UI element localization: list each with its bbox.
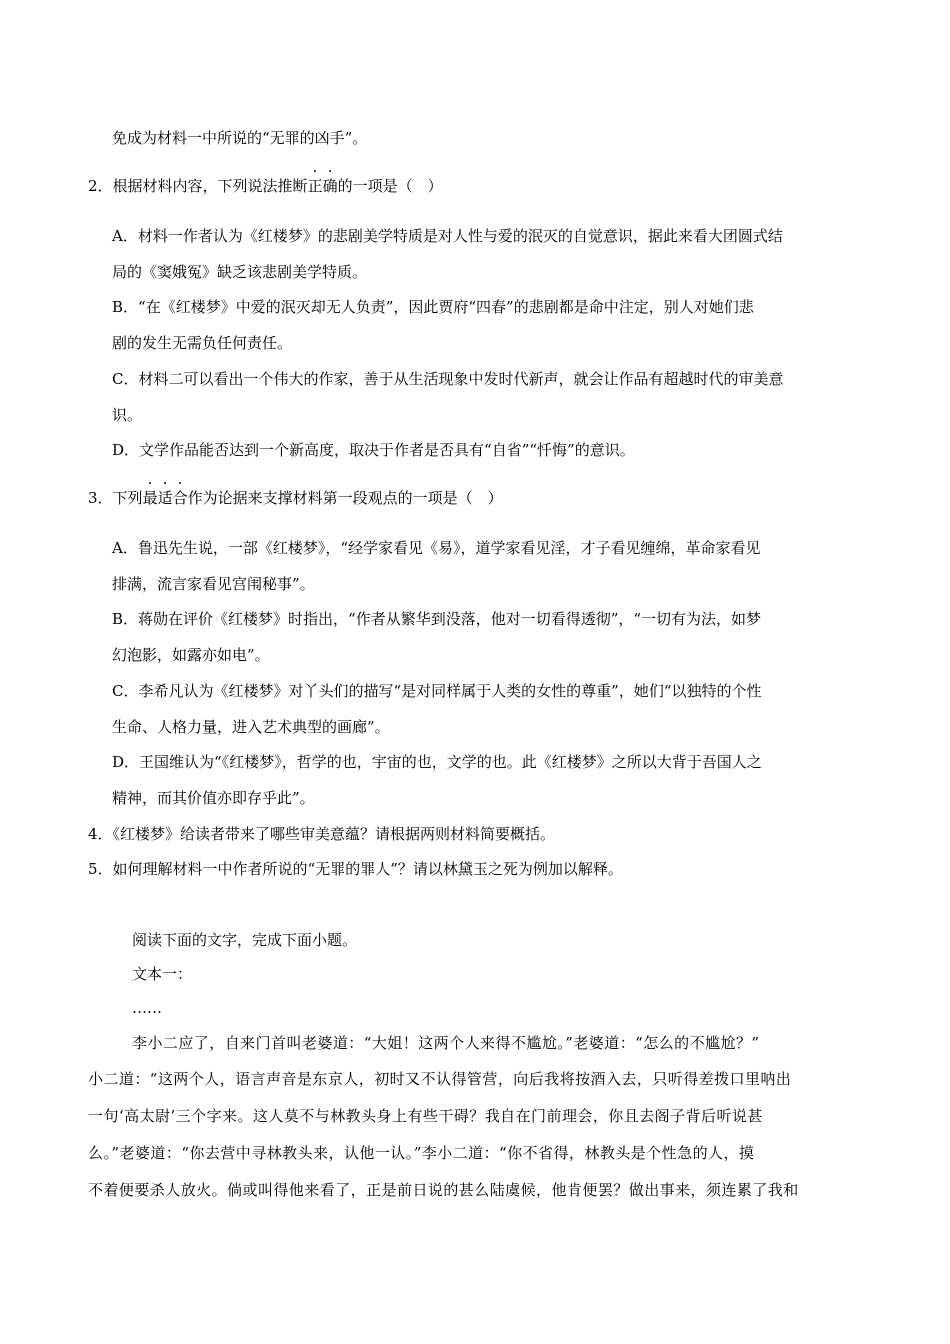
option-line: 识。: [112, 406, 143, 424]
question-text: 的一项是（ ）: [337, 177, 443, 195]
option-line: 幻泡影，如露亦如电”。: [112, 646, 270, 664]
option-line: A．鲁迅先生说，一部《红楼梦》，“经学家看见《易》，道学家看见淫，才子看见缠绵，革命家看见: [112, 539, 761, 557]
option-line: D．文学作品能否达到一个新高度，取决于作者是否具有“自省”“忏悔”的意识。: [112, 441, 635, 459]
passage-line: 李小二应了，自来门首叫老婆道：“大姐！这两个人来得不尴尬。”老婆道：“怎么的不尴尬？”: [132, 1034, 760, 1052]
option-line: 局的《窦娥冤》缺乏该悲剧美学特质。: [112, 263, 368, 281]
question-5: 5．如何理解材料一中作者所说的“无罪的罪人”？请以林黛玉之死为例加以解释。: [88, 860, 623, 878]
question-number: 3．: [88, 489, 113, 507]
emphasis-char: 确: [322, 177, 338, 195]
ellipsis: ……: [132, 999, 162, 1017]
option-line: B．“在《红楼梦》中爱的泯灭却无人负责”，因此贾府“四春”的悲剧都是命中注定，别人对她们悲: [112, 298, 754, 316]
option-line: C．李希凡认为《红楼梦》对丫头们的描写“是对同样属于人类的女性的尊重”，她们“以独特的个性: [112, 682, 762, 700]
passage-line: 么。”老婆道：“你去营中寻林教头来，认他一认。”李小二道：“你不省得，林教头是个性急的人，摸: [88, 1144, 755, 1162]
reading-instruction: 阅读下面的文字，完成下面小题。: [132, 931, 358, 949]
option-line: C．材料二可以看出一个伟大的作家，善于从生活现象中发时代新声，就会让作品有超越时代的审美意: [112, 370, 784, 388]
text-line: 免成为材料一中所说的“无罪的凶手”。: [112, 129, 368, 147]
question-text: 下列: [112, 489, 143, 507]
option-line: 排满，流言家看见宫闱秘事”。: [112, 575, 315, 593]
question-4: 4．《红楼梦》给读者带来了哪些审美意蕴？请根据两则材料简要概括。: [88, 825, 556, 843]
passage-line: 一句‘高太尉’三个字来。这人莫不与林教头身上有些干碍？我自在门前理会，你且去阁子背后听说甚: [88, 1107, 763, 1125]
passage-line: 小二道：“这两个人，语言声音是东京人，初时又不认得管营，向后我将按酒入去，只听得差拨口里呐出: [88, 1070, 792, 1088]
emphasis-char: 合: [172, 489, 188, 507]
question-text: 根据材料内容，下列说法推断: [112, 177, 308, 195]
emphasis-char: 适: [157, 489, 173, 507]
option-line: 生命、人格力量，进入艺术典型的画廊”。: [112, 718, 390, 736]
text-label: 文本一：: [132, 965, 193, 983]
emphasis-char: 最: [142, 489, 158, 507]
question-2-stem: [88, 176, 443, 196]
question-3-stem: [88, 488, 503, 508]
option-line: A．材料一作者认为《红楼梦》的悲剧美学特质是对人性与爱的泯灭的自觉意识，据此来看大团圆式结: [112, 227, 783, 245]
question-text: 作为论据来支撑材料第一段观点的一项是（ ）: [187, 489, 503, 507]
option-line: B．蒋勋在评价《红楼梦》时指出，“作者从繁华到没落，他对一切看得透彻”，“一切有为法，如梦: [112, 610, 762, 628]
option-line: 剧的发生无需负任何责任。: [112, 334, 293, 352]
question-number: 2．: [88, 177, 113, 195]
option-line: D．王国维认为“《红楼梦》，哲学的也，宇宙的也，文学的也。此《红楼梦》之所以大背于吾国人之: [112, 753, 762, 771]
option-line: 精神，而其价值亦即存乎此”。: [112, 789, 315, 807]
emphasis-char: 正: [307, 177, 323, 195]
passage-line: 不着便要杀人放火。倘或叫得他来看了，正是前日说的甚么陆虞候，他肯便罢？做出事来，须连累了我和: [88, 1181, 799, 1199]
